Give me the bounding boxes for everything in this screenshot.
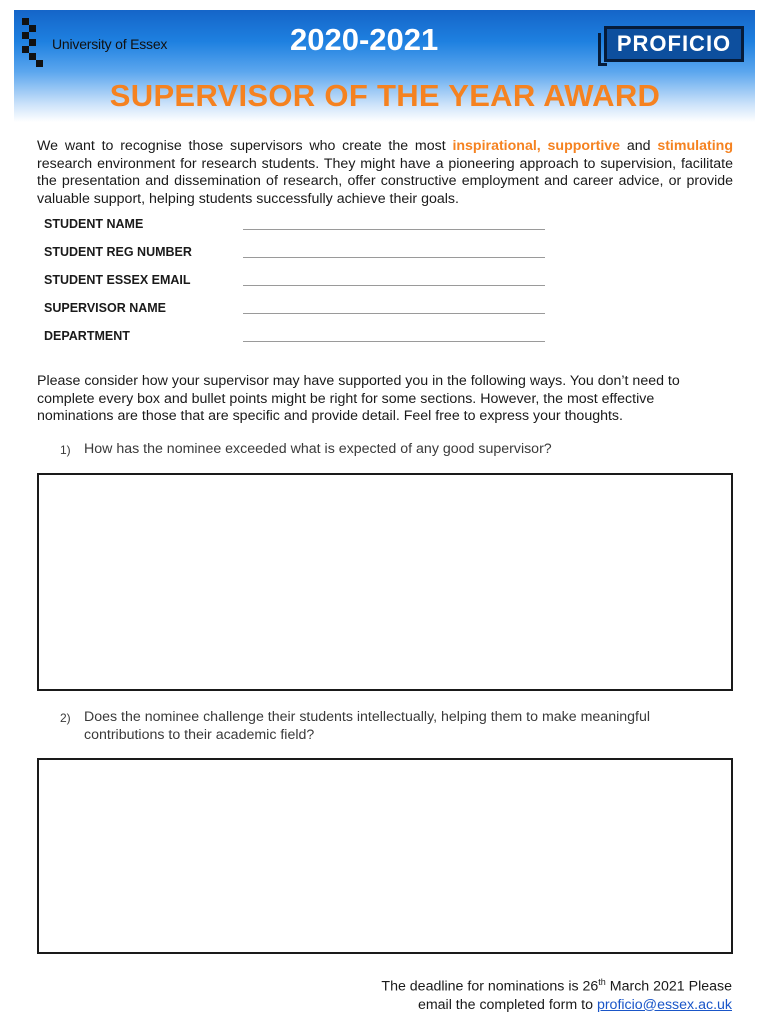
field-label: STUDENT REG NUMBER <box>44 245 192 259</box>
intro-text-mid: and <box>620 138 658 154</box>
guidance-paragraph: Please consider how your supervisor may have supported you in the following ways. You don’t need to complete every box and bullet points might be right for some sections. However, the most effective nominations are those that are specific and provide detail. Feel free to express your thoughts. <box>37 373 680 424</box>
field-student-name <box>44 217 564 245</box>
field-supervisor-name <box>44 301 564 329</box>
intro-paragraph <box>37 138 733 208</box>
intro-highlight-2: stimulating <box>657 138 733 154</box>
deadline-email-prompt: email the completed form to <box>417 996 597 1013</box>
department-input[interactable] <box>243 341 545 342</box>
student-email-input[interactable] <box>243 285 545 286</box>
deadline-line-2 <box>381 996 732 1014</box>
contact-email-link[interactable]: proficio@essex.ac.uk <box>596 996 732 1013</box>
deadline-text-end: March 2021 Please <box>605 978 732 995</box>
university-name: University of Essex <box>52 36 168 52</box>
question-text: Does the nominee challenge their students intellectually, helping them to make meaningful contributions to their academic field? <box>84 709 650 743</box>
question-number: 2) <box>60 711 71 725</box>
deadline-ordinal: th <box>598 977 606 987</box>
academic-year: 2020-2021 <box>290 22 439 57</box>
field-student-reg-number <box>44 245 564 273</box>
question-text: How has the nominee exceeded what is expected of any good supervisor? <box>84 441 552 457</box>
question-2 <box>60 709 740 749</box>
deadline-line-1 <box>381 973 732 996</box>
field-label: STUDENT ESSEX EMAIL <box>44 273 191 287</box>
field-label: DEPARTMENT <box>44 329 130 343</box>
question-number: 1) <box>60 443 71 457</box>
intro-highlight-1: inspirational, supportive <box>452 138 621 154</box>
field-label: SUPERVISOR NAME <box>44 301 167 315</box>
field-label: STUDENT NAME <box>44 217 144 231</box>
student-details-form <box>44 217 564 357</box>
page-title: SUPERVISOR OF THE YEAR AWARD <box>109 78 661 113</box>
answer-box-1[interactable] <box>37 473 733 691</box>
question-1 <box>60 441 740 461</box>
supervisor-name-input[interactable] <box>243 313 545 314</box>
answer-box-2[interactable] <box>37 758 733 954</box>
student-name-input[interactable] <box>243 229 545 230</box>
proficio-logo-text: PROFICIO <box>616 31 732 56</box>
field-student-essex-email <box>44 273 564 301</box>
intro-text-pre: We want to recognise those supervisors who create the most <box>37 138 453 154</box>
field-department <box>44 329 564 357</box>
deadline-note <box>381 973 732 1014</box>
proficio-logo <box>604 26 744 62</box>
deadline-text: The deadline for nominations is 26 <box>381 978 599 995</box>
student-reg-number-input[interactable] <box>243 257 545 258</box>
intro-text-post: research environment for research students. They might have a pioneering approach to supervision, facilitate the presentation and dissemination of research, offer constructive employment and career advice, or provide valuable support, helping students successfully achieve their goals. <box>37 155 733 207</box>
university-logo-icon <box>22 18 44 68</box>
